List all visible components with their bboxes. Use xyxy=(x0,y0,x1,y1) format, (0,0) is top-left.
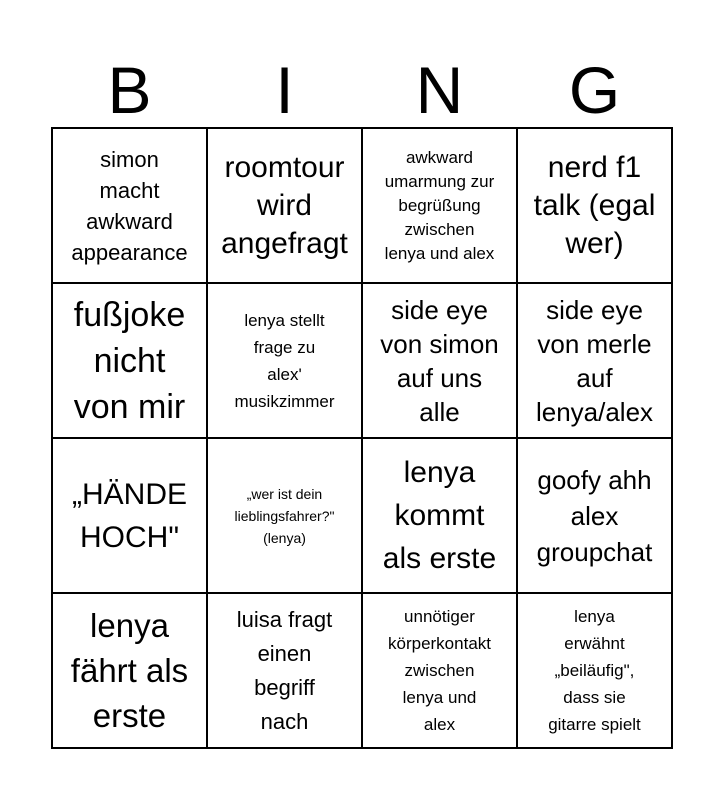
cell-text: „wer ist dein lieblingsfahrer?" (lenya) xyxy=(234,485,335,546)
title-letter-n: N xyxy=(415,53,464,127)
cell-text: lenya stellt frage zu alex' musikzimmer xyxy=(234,310,335,411)
bingo-grid xyxy=(51,127,673,749)
title-letter-i: I xyxy=(275,53,294,127)
bingo-cell[interactable] xyxy=(363,594,518,749)
cell-text: unnötiger körperkontakt zwischen lenya und alex xyxy=(388,607,491,734)
cell-text: lenya erwähnt „beiläufig", dass sie gitarre spielt xyxy=(548,607,641,734)
bingo-cell[interactable] xyxy=(518,284,673,439)
cell-text: luisa fragt einen begriff nach xyxy=(236,606,333,734)
cell-text: lenya fährt als erste xyxy=(70,607,189,734)
bingo-cell[interactable] xyxy=(363,439,518,594)
bingo-cell[interactable] xyxy=(518,594,673,749)
cell-text: side eye von merle auf lenya/alex xyxy=(535,294,654,427)
bingo-cell[interactable] xyxy=(208,439,363,594)
bingo-cell[interactable] xyxy=(518,439,673,594)
bingo-cell[interactable] xyxy=(53,129,208,284)
cell-text: nerd f1 talk (egal wer) xyxy=(533,150,656,260)
title-letter-g: G xyxy=(568,53,621,127)
cell-text: lenya kommt als erste xyxy=(382,456,497,575)
bingo-cell[interactable] xyxy=(363,284,518,439)
bingo-cell[interactable] xyxy=(53,594,208,749)
title-letter-b: B xyxy=(107,53,152,127)
bingo-cell[interactable] xyxy=(208,129,363,284)
cell-text: simon macht awkward appearance xyxy=(71,146,188,265)
bingo-title xyxy=(52,52,672,128)
bingo-cell[interactable] xyxy=(53,284,208,439)
bingo-cell[interactable] xyxy=(363,129,518,284)
cell-text: goofy ahh alex groupchat xyxy=(536,464,653,567)
cell-text: side eye von simon auf uns alle xyxy=(380,294,499,427)
cell-text: „HÄNDE HOCH" xyxy=(71,477,187,554)
cell-text: fußjoke nicht von mir xyxy=(73,295,186,426)
bingo-cell[interactable] xyxy=(208,594,363,749)
bingo-cell[interactable] xyxy=(208,284,363,439)
bingo-cell[interactable] xyxy=(53,439,208,594)
cell-text: awkward umarmung zur begrüßung zwischen lenya und alex xyxy=(384,147,495,263)
cell-text: roomtour wird angefragt xyxy=(221,150,348,260)
bingo-cell[interactable] xyxy=(518,129,673,284)
